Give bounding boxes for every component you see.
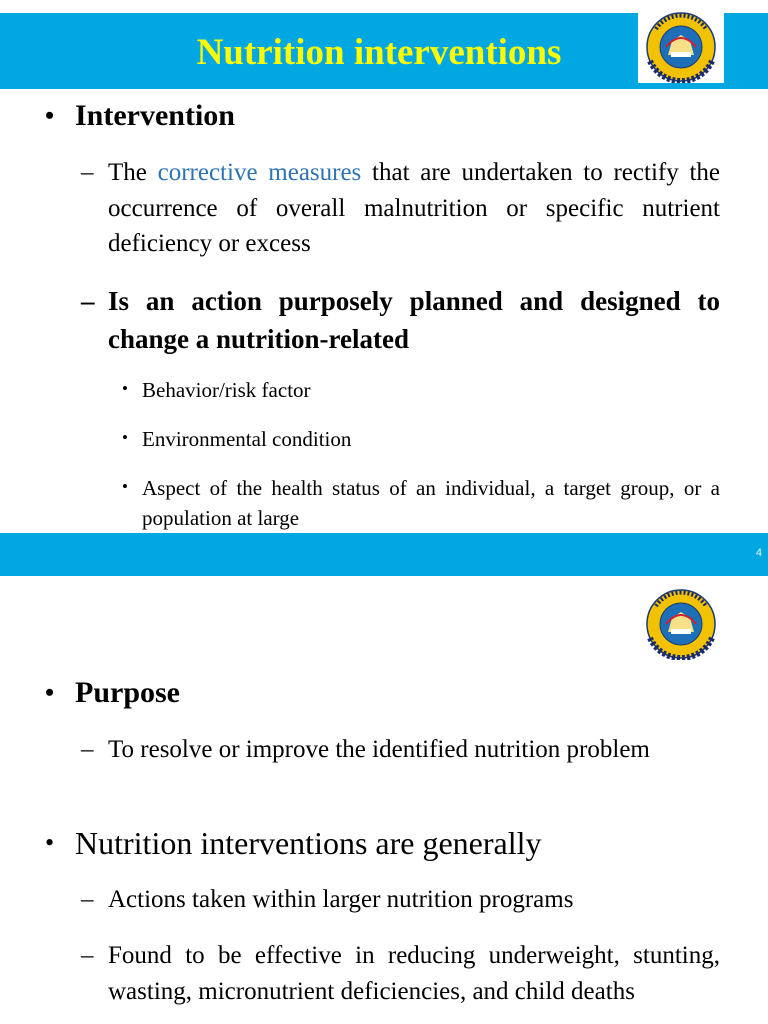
bullet-dot-icon: • [45,101,55,130]
bullet-intervention [45,98,235,134]
subitem-environmental [122,424,720,454]
definition-item [81,155,720,262]
dash-icon: – [81,159,94,186]
purpose-item [81,732,720,768]
general-item-text: Found to be effective in reducing underweight, stunting, wasting, micronutrient deficiencies, and child deaths [108,942,720,1005]
slide-2 [0,576,768,1024]
subitem-health-status [122,473,720,533]
general-item-effective [81,938,720,1009]
bullet-dot-icon: • [122,477,128,496]
subitem-text: Aspect of the health status of an individual, a target group, or a population at large [142,476,720,530]
definition-rest: that are undertaken to rectify the occurrence of overall malnutrition or specific nutrient deficiency or excess [108,159,720,257]
bullet-dot-icon: • [45,678,55,707]
action-text: Is an action purposely planned and designed to change a nutrition-related [108,286,720,354]
general-item-programs [81,882,720,918]
purpose-heading: Purpose [75,676,180,709]
bullet-purpose [45,675,180,711]
dash-icon: – [81,736,94,763]
subitem-text: Behavior/risk factor [142,378,311,402]
general-text: Nutrition interventions are generally [75,825,542,861]
subitem-behavior [122,375,720,405]
intervention-heading: Intervention [75,99,235,132]
dash-icon: – [81,886,94,913]
dash-icon: – [81,942,94,969]
wollo-university-logo-icon [638,11,724,83]
bullet-general [45,825,542,861]
definition-highlight: corrective measures [157,159,362,186]
dash-icon: – [81,286,95,316]
page-number: 4 [755,547,762,559]
purpose-text: To resolve or improve the identified nutrition problem [108,736,650,763]
action-item [81,282,720,358]
general-item-text: Actions taken within larger nutrition programs [108,886,574,913]
definition-lead: The [108,159,147,186]
bullet-dot-icon: • [122,428,128,447]
bullet-dot-icon: • [45,828,55,857]
wollo-university-logo-icon [638,588,724,660]
bullet-dot-icon: • [122,379,128,398]
subitem-text: Environmental condition [142,427,352,451]
slide-title: Nutrition interventions [196,32,562,73]
bottom-bar [0,533,768,576]
